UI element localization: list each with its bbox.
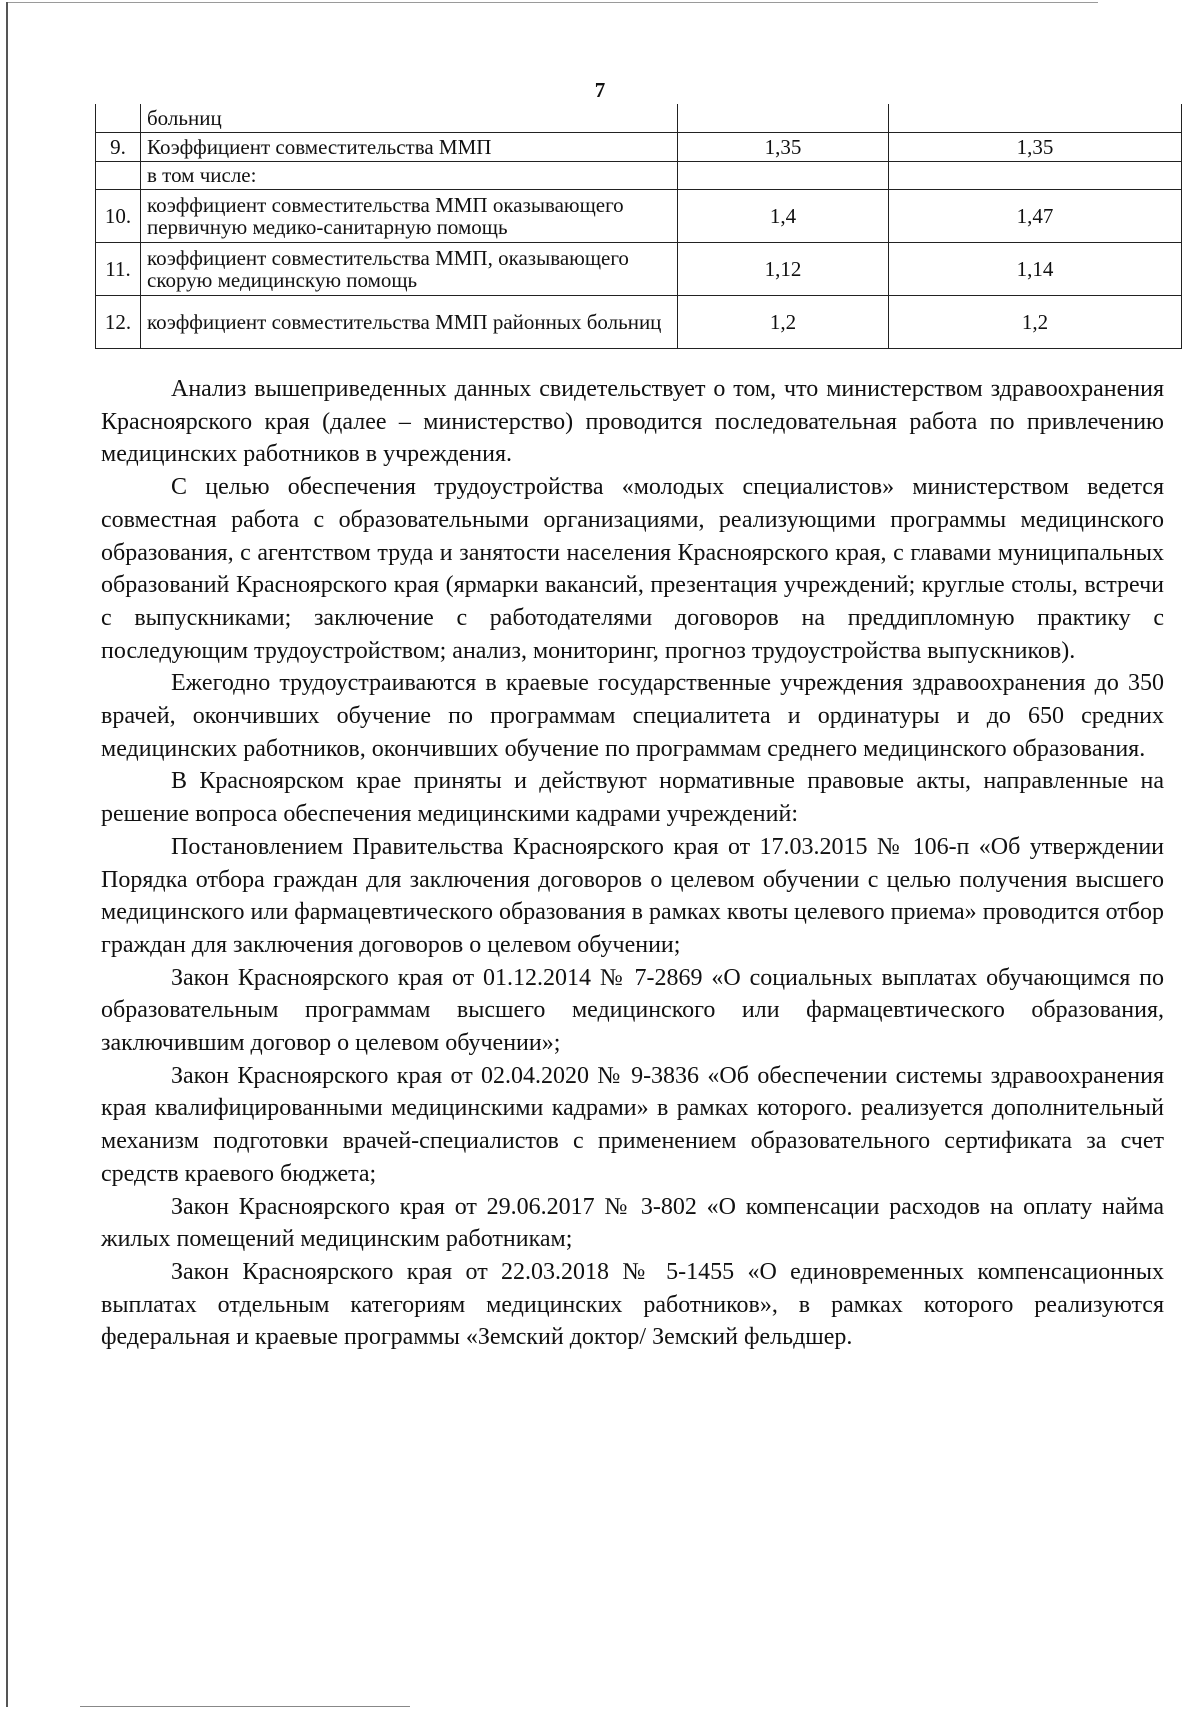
row-number — [96, 104, 141, 132]
row-value-2 — [889, 161, 1182, 189]
row-number: 12. — [96, 295, 141, 348]
row-value-1: 1,12 — [678, 242, 889, 295]
table-row — [96, 242, 1182, 295]
row-value-2: 1,2 — [889, 295, 1182, 348]
body-text — [101, 373, 1164, 1354]
row-value-2 — [889, 104, 1182, 132]
row-name: коэффициент совместительства ММП, оказывающего скорую медицинскую помощь — [141, 242, 678, 295]
table-row — [96, 132, 1182, 161]
row-value-2: 1,35 — [889, 132, 1182, 161]
table-row — [96, 161, 1182, 189]
paragraph-annual-employment: Ежегодно трудоустраиваются в краевые государственные учреждения здравоохранения до 350 врачей, окончивших обучение по программам специалитета и ординатуры и до 650 средних медицинских работников, окончивших обучение по программам среднего медицинского образования. — [101, 670, 1164, 762]
row-name: в том числе: — [141, 161, 678, 189]
row-number — [96, 161, 141, 189]
row-number: 11. — [96, 242, 141, 295]
paragraph-law-5-1455: Закон Красноярского края от 22.03.2018 № 5-1455 «О единовременных компенсационных выплатах отдельным категориям медицинских работников», в рамках которого реализуются федеральная и краевые программы «Земский доктор/ Земский фельдшер. — [101, 1258, 1164, 1351]
paragraph-young-specialists: С целью обеспечения трудоустройства «молодых специалистов» министерством ведется совместная работа с образовательными организациями, реализующими программы медицинского образования, с агентством труда и занятости населения Красноярского края, с главами муниципальных образований Красноярского края (ярмарки вакансий, презентация учреждений; круглые столы, встречи с выпускниками; заключение с работодателями договоров на преддипломную практику с последующим трудоустройством; анализ, мониторинг, прогноз трудоустройства выпускников). — [101, 474, 1164, 664]
row-number: 10. — [96, 189, 141, 242]
row-value-2: 1,14 — [889, 242, 1182, 295]
paragraph-resolution-106: Постановлением Правительства Красноярского края от 17.03.2015 № 106-п «Об утверждении Порядка отбора граждан для заключения договоров о целевом обучении с целью получения высшего медицинского или фармацевтического образования в рамках квоты целевого приема» проводится отбор граждан для заключения договоров о целевом обучении; — [101, 833, 1164, 958]
table-row — [96, 189, 1182, 242]
row-value-1: 1,2 — [678, 295, 889, 348]
row-name: коэффициент совместительства ММП районных больниц — [141, 295, 678, 348]
row-name: Коэффициент совместительства ММП — [141, 132, 678, 161]
row-value-2: 1,47 — [889, 189, 1182, 242]
paragraph-law-3-802: Закон Красноярского края от 29.06.2017 № 3-802 «О компенсации расходов на оплату найма жилых помещений медицинским работникам; — [101, 1193, 1164, 1253]
table-row — [96, 104, 1182, 132]
paragraph-law-7-2869: Закон Красноярского края от 01.12.2014 № 7-2869 «О социальных выплатах обучающимся по образовательным программам высшего медицинского или фармацевтического образования, заключившим договор о целевом обучении»; — [101, 964, 1164, 1057]
row-name: коэффициент совместительства ММП оказывающего первичную медико-санитарную помощь — [141, 189, 678, 242]
scan-edge-top — [8, 2, 1098, 3]
row-value-1 — [678, 104, 889, 132]
scan-edge-bottom — [80, 1706, 410, 1707]
page-number: 7 — [594, 78, 606, 102]
row-number: 9. — [96, 132, 141, 161]
coefficient-table — [95, 104, 1182, 349]
paragraph-regulations-intro: В Красноярском крае приняты и действуют нормативные правовые акты, направленные на решение вопроса обеспечения медицинскими кадрами учреждений: — [101, 768, 1164, 828]
paragraph-law-9-3836: Закон Красноярского края от 02.04.2020 № 9-3836 «Об обеспечении системы здравоохранения края квалифицированными медицинскими кадрами» в рамках которого. реализуется дополнительный механизм подготовки врачей-специалистов с применением образовательного сертификата за счет средств краевого бюджета; — [101, 1062, 1164, 1187]
scan-edge-left — [6, 2, 8, 1707]
row-value-1 — [678, 161, 889, 189]
table-row — [96, 295, 1182, 348]
row-value-1: 1,35 — [678, 132, 889, 161]
row-value-1: 1,4 — [678, 189, 889, 242]
row-name: больниц — [141, 104, 678, 132]
paragraph-analysis: Анализ вышеприведенных данных свидетельствует о том, что министерством здравоохранения Красноярского края (далее – министерство) проводится последовательная работа по привлечению медицинских работников в учреждения. — [101, 376, 1164, 468]
